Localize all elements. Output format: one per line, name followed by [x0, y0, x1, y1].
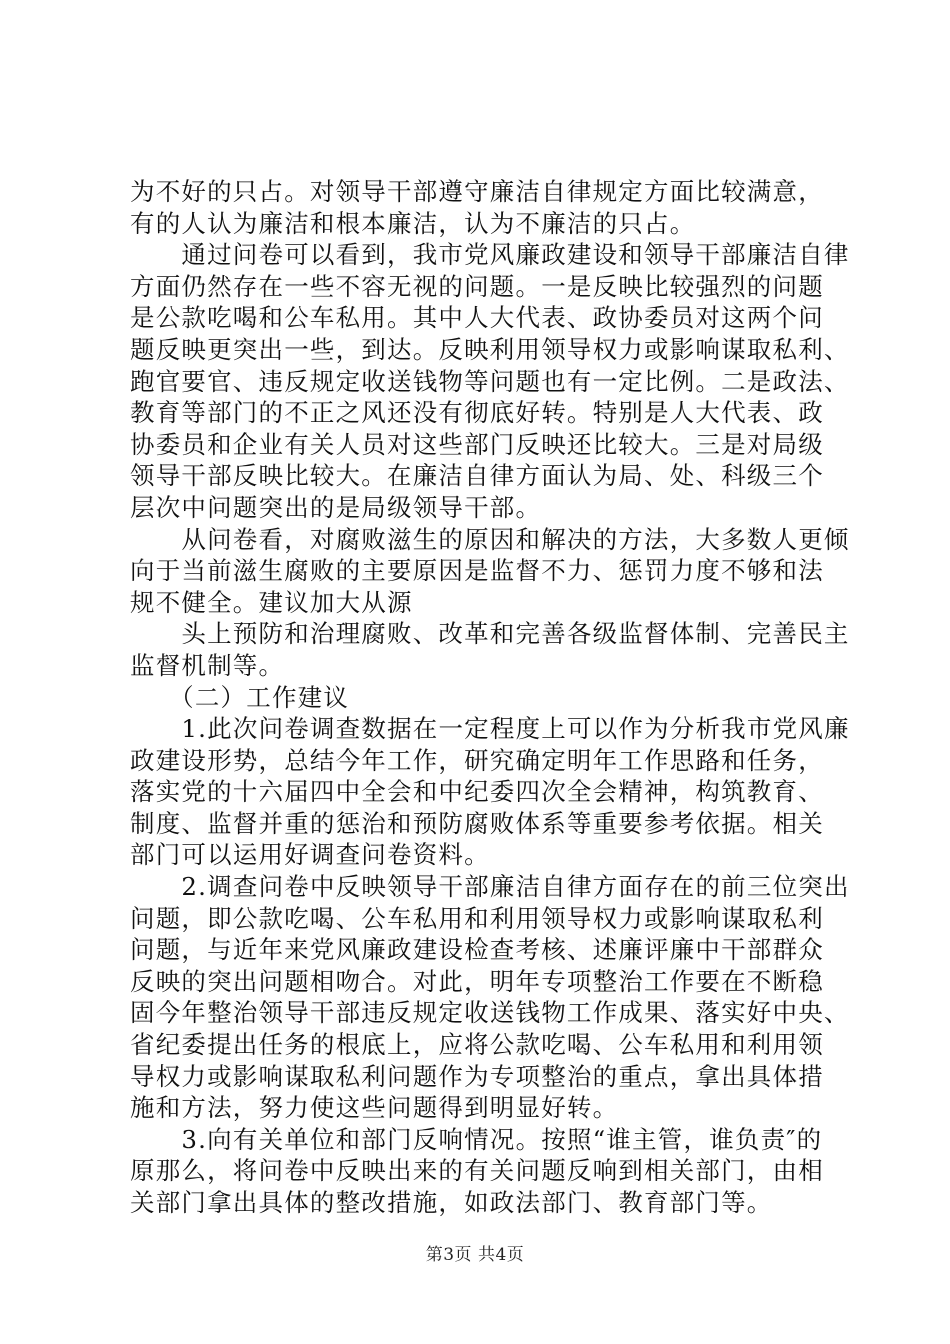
text-line: 问题，即公款吃喝、公车私用和利用领导权力或影响谋取私利 [130, 903, 824, 933]
text-line: 政建设形势，总结今年工作，研究确定明年工作思路和任务， [130, 745, 824, 775]
text-line: 固今年整治领导干部违反规定收送钱物工作成果、落实好中央、 [130, 998, 850, 1028]
text-line: 通过问卷可以看到，我市党风廉政建设和领导干部廉洁自律 [130, 240, 850, 270]
text-line: 规不健全。建议加大从源 [130, 587, 413, 617]
text-line: 为不好的只占。对领导干部遵守廉洁自律规定方面比较满意， [130, 177, 824, 206]
text-line: 层次中问题突出的是局级领导干部。 [130, 492, 542, 522]
page-number-footer: 第3页 共4页 [425, 1245, 525, 1265]
section-heading: （二）工作建议 [130, 682, 350, 712]
text-line: 1.此次问卷调查数据在一定程度上可以作为分析我市党风廉 [130, 714, 850, 744]
text-line: 方面仍然存在一些不容无视的问题。一是反映比较强烈的问题 [130, 271, 824, 301]
text-line: 教育等部门的不正之风还没有彻底好转。特别是人大代表、政 [130, 398, 824, 428]
text-line: 2.调查问卷中反映领导干部廉洁自律方面存在的前三位突出 [130, 872, 850, 902]
text-line: 问题，与近年来党风廉政建设检查考核、述廉评廉中干部群众 [130, 935, 824, 965]
text-line: 部门可以运用好调查问卷资料。 [130, 840, 490, 870]
text-line: 从问卷看，对腐败滋生的原因和解决的方法，大多数人更倾 [130, 524, 850, 554]
text-line: 是公款吃喝和公车私用。其中人大代表、政协委员对这两个问 [130, 303, 824, 333]
text-line: 关部门拿出具体的整改措施，如政法部门、教育部门等。 [130, 1188, 773, 1217]
text-line: 3.向有关单位和部门反响情况。按照“谁主管，谁负责″的 [130, 1124, 823, 1154]
text-line: 向于当前滋生腐败的主要原因是监督不力、惩罚力度不够和法 [130, 556, 824, 586]
text-line: 省纪委提出任务的根底上，应将公款吃喝、公车私用和利用领 [130, 1030, 824, 1060]
text-line: 施和方法，努力使这些问题得到明显好转。 [130, 1093, 619, 1123]
text-line: 领导干部反映比较大。在廉洁自律方面认为局、处、科级三个 [130, 461, 824, 491]
text-line: 协委员和企业有关人员对这些部门反映还比较大。三是对局级 [130, 429, 824, 459]
text-line: 原那么，将问卷中反映出来的有关问题反响到相关部门，由相 [130, 1156, 824, 1186]
text-line: 反映的突出问题相吻合。对此，明年专项整治工作要在不断稳 [130, 966, 824, 996]
text-line: 题反映更突出一些，到达。反映利用领导权力或影响谋取私利、 [130, 334, 850, 364]
text-line: 导权力或影响谋取私利问题作为专项整治的重点，拿出具体措 [130, 1061, 824, 1091]
text-line: 头上预防和治理腐败、改革和完善各级监督体制、完善民主 [130, 619, 850, 649]
text-line: 监督机制等。 [130, 650, 285, 680]
text-line: 落实党的十六届四中全会和中纪委四次全会精神，构筑教育、 [130, 777, 824, 807]
document-body [130, 176, 850, 1219]
text-line: 跑官要官、违反规定收送钱物等问题也有一定比例。二是政法、 [130, 366, 850, 396]
text-line: 有的人认为廉洁和根本廉洁，认为不廉洁的只占。 [130, 208, 696, 238]
text-line: 制度、监督并重的惩治和预防腐败体系等重要参考依据。相关 [130, 808, 824, 838]
